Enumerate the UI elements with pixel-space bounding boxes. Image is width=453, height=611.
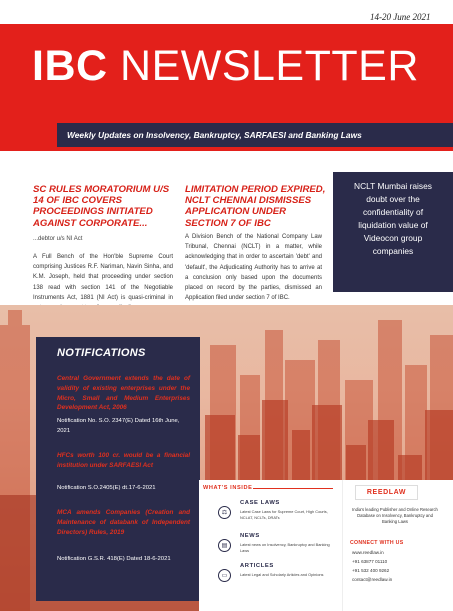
case-laws-title: CASE LAWS: [240, 500, 280, 506]
contact-website[interactable]: www.reedlaw.in: [352, 550, 384, 555]
newsletter-title: [32, 42, 419, 91]
news-desc: Latest news on Insolvency, Bankruptcy and Banking Laws: [240, 542, 330, 553]
news-title: NEWS: [240, 533, 260, 539]
notification-detail-3: Notification G.S.R. 418(E) Dated 18-6-2021: [57, 556, 171, 562]
scales-icon: ⚖: [218, 506, 231, 519]
whats-inside-divider: [253, 488, 333, 489]
notification-detail-1: Notification No. S.O. 2347(E) Dated 16th June, 2021: [57, 418, 180, 434]
notification-headline-3[interactable]: MCA amends Companies (Creation and Maintenance of databank of Independent Directors) Rules, 2019: [57, 509, 190, 536]
reedlaw-logo[interactable]: [355, 485, 418, 500]
article-headline-2[interactable]: LIMITATION PERIOD EXPIRED, NCLT CHENNAI DISMISSES APPLICATION UNDER SECTION 7 OF IBC: [185, 184, 326, 229]
reedlaw-logo-text: REEDLAW: [366, 489, 407, 496]
article-subhead-1: ...debtor u/s NI Act: [33, 236, 83, 242]
document-icon: ▭: [218, 569, 231, 582]
whats-inside-title: WHAT'S INSIDE: [203, 485, 253, 491]
contact-phone-2[interactable]: +91 532 400 9262: [352, 568, 390, 573]
issue-date: 14-20 June 2021: [370, 12, 431, 22]
article-body-2: A Division Bench of the National Company Law Tribunal, Chennai (NCLT) in a matter, while acknowledging that in order to ascertain 'debt' and 'default', the Adjudicating Authority has to arrive at a conclusion only based upon the documents placed on record by the parties, dismissed an Application filed under section 7 of IBC.: [185, 234, 322, 302]
title-rest: NEWSLETTER: [107, 42, 419, 90]
highlight-box[interactable]: NCLT Mumbai raises doubt over the confidentiality of liquidation value of Videocon group companies: [333, 172, 453, 292]
articles-title: ARTICLES: [240, 563, 274, 569]
connect-title: CONNECT WITH US: [350, 540, 404, 546]
notification-headline-2[interactable]: HFCs worth 100 cr. would be a financial institution under SARFAESI Act: [57, 452, 190, 469]
news-icon: ▤: [218, 539, 231, 552]
contact-phone-1[interactable]: +91 63877 01110: [352, 559, 388, 564]
notification-detail-2: Notification S.O.2405(E) dt.17-6-2021: [57, 485, 156, 491]
notifications-title: NOTIFICATIONS: [57, 347, 146, 359]
article-body-1: A Full Bench of the Hon'ble Supreme Court comprising Justices R.F. Nariman, Navin Sinha, and K.M. Joseph, held that proceeding under section 138 read with section 141 of the Negotiable Instruments Act, 1881 (NI Act) is quasi-criminal in: [33, 254, 173, 301]
notification-headline-1[interactable]: Central Government extends the date of validity of existing enterprises under the Micro, Small and Medium Enterprises Development Act, 2006: [57, 375, 190, 412]
title-bold: IBC: [32, 42, 108, 90]
case-laws-desc: Latest Case Laws for Supreme Court, High Courts, NCLAT, NCLTs, DRATs: [240, 509, 328, 520]
reedlaw-description: India's leading Publisher and Online Research Database on Insolvency, Bankruptcy and Banking Laws: [352, 507, 438, 524]
subtitle-bar: Weekly Updates on Insolvency, Bankruptcy, SARFAESI and Banking Laws: [57, 123, 453, 147]
articles-desc: Latest Legal and Scholarly Articles and Opinions: [240, 572, 324, 577]
contact-email[interactable]: contact@reedlaw.in: [352, 577, 393, 582]
article-headline-1[interactable]: SC RULES MORATORIUM U/S 14 OF IBC COVERS PROCEEDINGS INITIATED AGAINST CORPORATE...: [33, 184, 170, 229]
